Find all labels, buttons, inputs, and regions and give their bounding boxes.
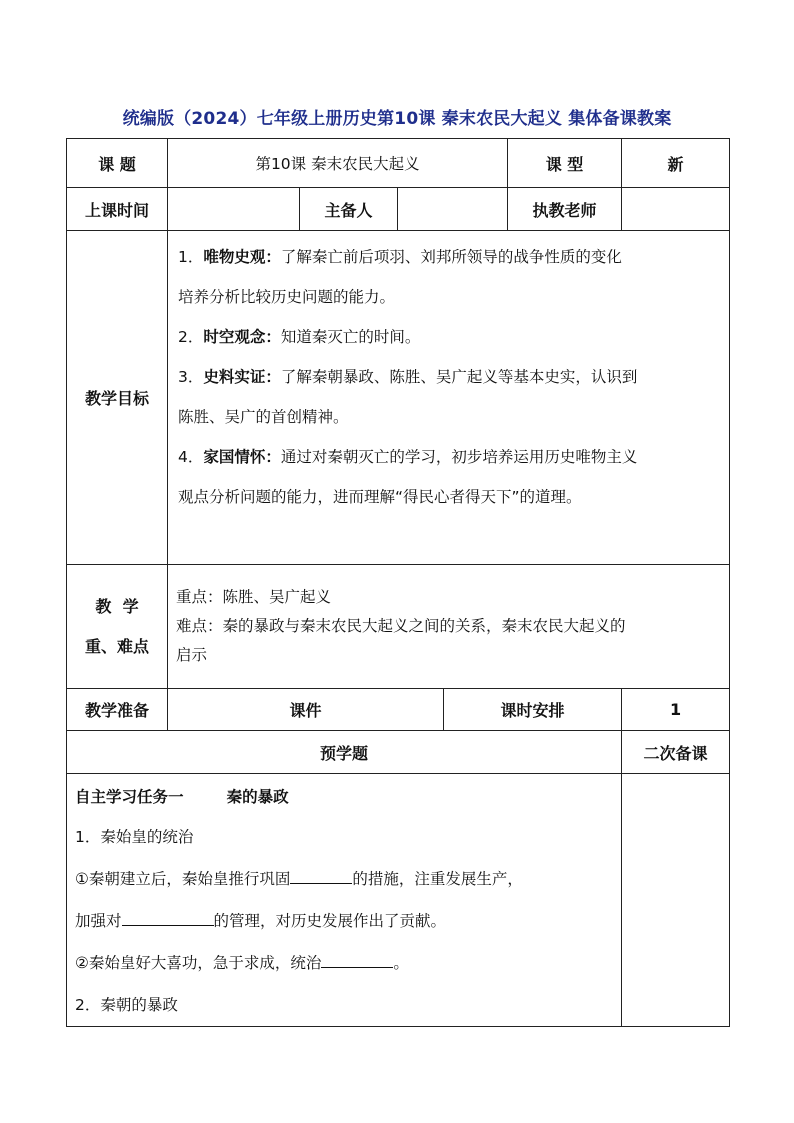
key-points-content [168,565,730,689]
difficult-point-cont: 启示 [176,646,208,664]
row-time [67,188,730,231]
lesson-plan-table [66,138,730,1027]
row-objectives [67,231,730,565]
time-label: 上课时间 [67,188,168,231]
schedule-label: 课时安排 [444,689,622,731]
answer-blank[interactable] [290,866,352,884]
row-preview-heading [67,731,730,774]
objective-2: 2．时空观念：知道秦灭亡的时间。 [178,328,421,346]
preparer-value[interactable] [398,188,508,231]
topic-value: 第10课 秦末农民大起义 [168,139,508,188]
difficult-point: 难点：秦的暴政与秦末农民大起义之间的关系，秦末农民大起义的 [176,617,626,635]
sub-heading-2: 2．秦朝的暴政 [75,996,178,1014]
type-value: 新 [622,139,730,188]
row-preview-content [67,774,730,1027]
fill-line-3: ②秦始皇好大喜功，急于求成，统治 。 [75,942,615,984]
row-key-points [67,565,730,689]
prep-value: 课件 [168,689,444,731]
key-points-label: 教 学 重、难点 [67,565,168,689]
row-prep [67,689,730,731]
preview-content [67,774,622,1027]
sub-heading-1: 1．秦始皇的统治 [75,828,194,846]
fill-line-2: 加强对 的管理，对历史发展作出了贡献。 [75,900,615,942]
objective-3-cont: 陈胜、吴广的首创精神。 [178,408,349,426]
objectives-label: 教学目标 [67,231,168,565]
row-topic [67,139,730,188]
answer-blank[interactable] [321,950,393,968]
objectives-content [168,231,730,565]
objective-1-cont: 培养分析比较历史问题的能力。 [178,288,396,306]
preparer-label: 主备人 [300,188,398,231]
objective-1: 1．唯物史观：了解秦亡前后项羽、刘邦所领导的战争性质的变化 [178,248,622,266]
second-prep-label: 二次备课 [622,731,730,774]
time-value[interactable] [168,188,300,231]
key-point: 重点：陈胜、吴广起义 [176,588,332,606]
document-title: 统编版（2024）七年级上册历史第10课 秦末农民大起义 集体备课教案 [122,109,672,129]
prep-label: 教学准备 [67,689,168,731]
schedule-value: 1 [622,689,730,731]
objective-4-cont: 观点分析问题的能力，进而理解“得民心者得天下”的道理。 [178,488,582,506]
teacher-label: 执教老师 [508,188,622,231]
second-prep-cell[interactable] [622,774,730,1027]
fill-line-1: ①秦朝建立后，秦始皇推行巩固 的措施，注重发展生产， [75,858,615,900]
task-title: 自主学习任务一 秦的暴政 [75,788,289,806]
objective-3: 3．史料实证：了解秦朝暴政、陈胜、吴广起义等基本史实，认识到 [178,368,638,386]
objective-4: 4．家国情怀：通过对秦朝灭亡的学习，初步培养运用历史唯物主义 [178,448,638,466]
topic-label: 课 题 [67,139,168,188]
preview-heading: 预学题 [67,731,622,774]
type-label: 课 型 [508,139,622,188]
teacher-value[interactable] [622,188,730,231]
answer-blank[interactable] [122,908,214,926]
